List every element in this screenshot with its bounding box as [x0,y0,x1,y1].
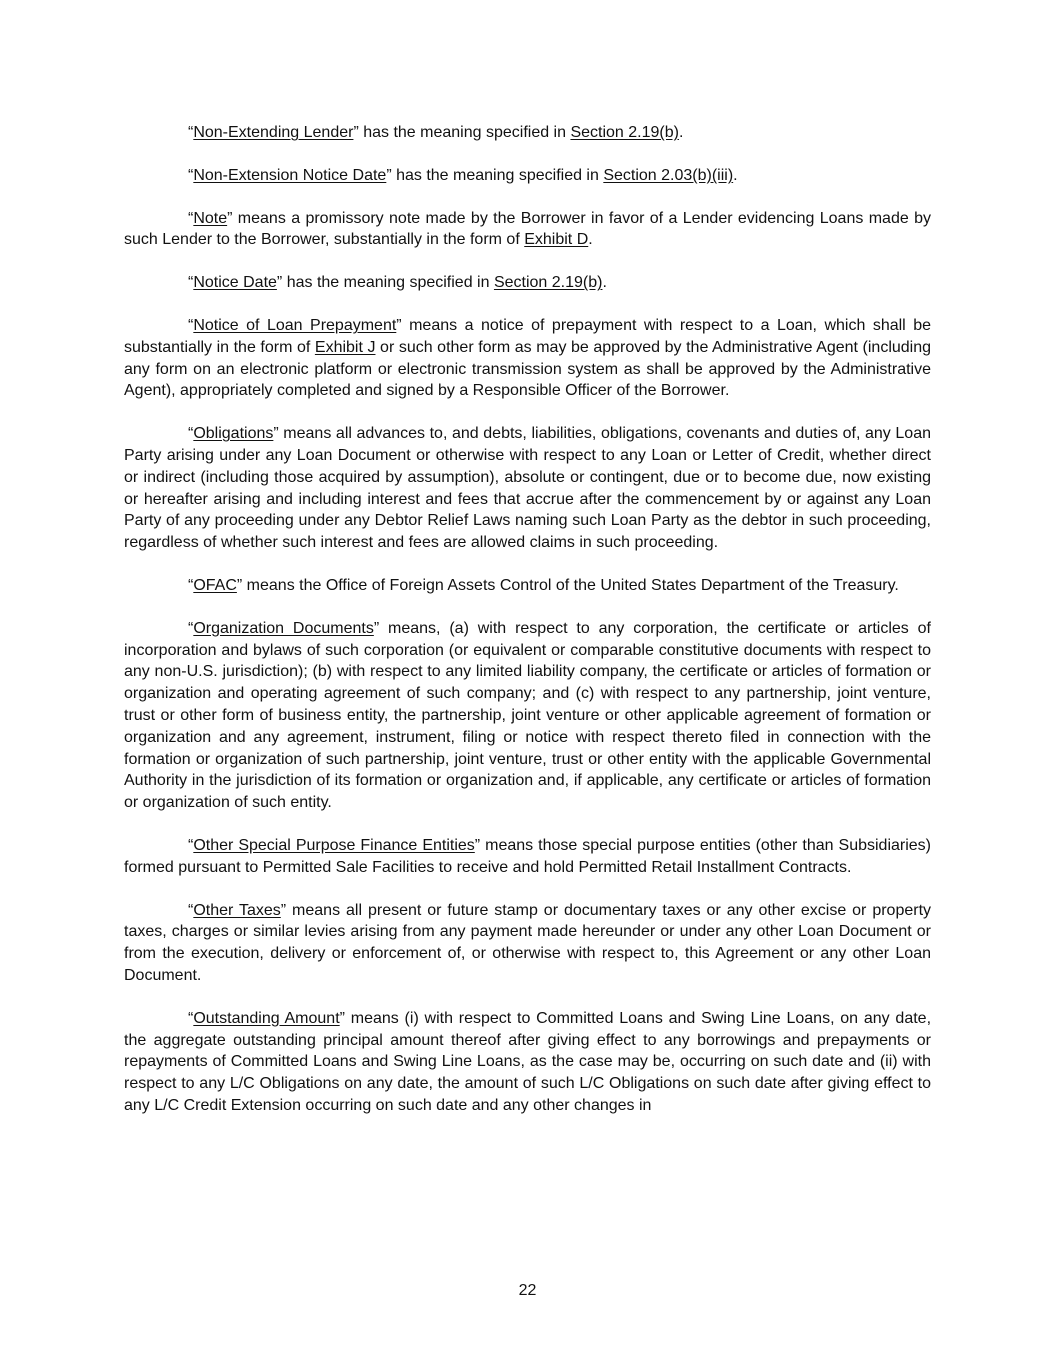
definition-text: means all advances to, and debts, liabilities, obligations, covenants and duties of, any Loan Party arising under any Loan Document or otherwise with respect to any Loan or Letter of Credit, whether direct or indirect (including those acquired by assumption), absolute or contingent, due or to become due, now existing or hereafter arising and including interest and fees that accrue after the commencement by or against any Loan Party of any proceeding under any Debtor Relief Laws naming such Loan Party as the debtor in such proceeding, regardless of whether such interest and fees are allowed claims in such proceeding. [124,425,931,552]
definition-outstanding-amount: “Outstanding Amount” means (i) with respect to Committed Loans and Swing Line Loans, on any date, the aggregate outstanding principal amount thereof after giving effect to any borrowings and prepayments or repayments of Committed Loans and Swing Line Loans, as the case may be, occurring on such date and (ii) with respect to any L/C Obligations on any date, the amount of such L/C Obligations on such date after giving effect to any L/C Credit Extension occurring on such date and any other changes in [124,1009,932,1114]
definition-text: has the meaning specified in [358,124,571,141]
definition-tail: . [733,166,738,184]
document-body [124,122,931,1138]
definition-other-special-purpose-finance-entities: “Other Special Purpose Finance Entities” means those special purpose entities (other than Subsidiaries) formed pursuant to Permitted Sale Facilities to receive and hold Permitted Retail Installment Contracts. [124,836,931,876]
page-number: 22 [518,1282,537,1299]
definition-text: has the meaning specified in [282,274,494,292]
section-reference: Section 2.19(b) [493,274,603,292]
definition-organization-documents: “Organization Documents” means, (a) with respect to any corporation, the certificate or articles of incorporation and bylaws of such corporation (or equivalent or comparable constitutive documents with respect to any non-U.S. jurisdiction); (b) with respect to any limited liability company, the certificate or articles of formation or organization and operating agreement of such company; and (c) with respect to any partnership, joint venture, trust or other form of business entity, the partnership, joint venture or other applicable agreement of formation or organization and any agreement, instrument, filing or notice with respect thereto filed in connection with the formation or organization of such partnership, joint venture, trust or other entity with the applicable Governmental Authority in the jurisdiction of its formation or organization and, if applicable, any certificate or articles of formation or organization of such entity. [124,619,931,812]
defined-term: Non-Extending Lender [193,124,354,141]
definition-text: means all present or future stamp or documentary taxes or any other excise or property taxes, charges or similar levies arising from any payment made hereunder or under any other Loan Document or from the execution, delivery or enforcement of, or otherwise with respect to, this Agreement or any other Loan Document. [124,901,932,984]
definition-text: has the meaning specified in [391,166,604,184]
definition-text: means a notice of prepayment with respect to a Loan, which shall be substantially in the form of [124,316,931,356]
defined-term: Non-Extension Notice Date [193,166,387,184]
definition-text: means, (a) with respect to any corporation, the certificate or articles of incorporation and bylaws of such corporation (or equivalent or comparable constitutive documents with respect to any non-U.S. jurisdiction); (b) with respect to any limited liability company, the certificate or articles of formation or organization and operating agreement of such company; and (c) with respect to any partnership, joint venture, trust or other form of business entity, the partnership, joint venture or other applicable agreement of formation or organization and any agreement, instrument, filing or notice with respect thereto filed in connection with the formation or organization of such partnership, joint venture, trust or other entity with the applicable Governmental Authority in the jurisdiction of its formation or organization and, if applicable, any certificate or articles of formation or organization of such entity. [124,619,931,812]
definition-note: “Note” means a promissory note made by the Borrower in favor of a Lender evidencing Loans made by such Lender to the Borrower, substantially in the form of Exhibit D. [124,209,931,249]
defined-term: Organization Documents [193,619,374,637]
defined-term: Outstanding Amount [193,1009,340,1027]
defined-term: Obligations [193,425,274,443]
defined-term: Note [193,209,228,227]
defined-term: Notice Date [193,274,277,292]
section-reference: Section 2.19(b) [570,124,679,141]
defined-term: OFAC [193,576,237,594]
definition-other-taxes: “Other Taxes” means all present or future stamp or documentary taxes or any other excise or property taxes, charges or similar levies arising from any payment made hereunder or under any other Loan Document or from the execution, delivery or enforcement of, or otherwise with respect to, this Agreement or any other Loan Document. [124,901,932,984]
defined-term: Other Taxes [193,901,281,919]
definition-tail: . [588,231,593,249]
section-reference: Section 2.03(b)(iii) [603,166,734,184]
definition-notice-date: “Notice Date” has the meaning specified in Section 2.19(b). [188,274,607,292]
definition-non-extension-notice-date: “Non-Extension Notice Date” has the meaning specified in Section 2.03(b)(iii). [188,166,738,184]
definition-text: means those special purpose entities (other than Subsidiaries) formed pursuant to Permitted Sale Facilities to receive and hold Permitted Retail Installment Contracts. [124,836,931,876]
definition-ofac: “OFAC” means the Office of Foreign Assets Control of the United States Department of the Treasury. [188,576,899,594]
definition-text: means the Office of Foreign Assets Control of the United States Department of the Treasury. [242,576,899,594]
definition-notice-of-loan-prepayment: “Notice of Loan Prepayment” means a notice of prepayment with respect to a Loan, which shall be substantially in the form of Exhibit J or such other form as may be approved by the Administrative Agent (including any form on an electronic platform or electronic transmission system as shall be approved by the Administrative Agent), appropriately completed and signed by a Responsible Officer of the Borrower. [124,316,932,400]
definition-tail: or such other form as may be approved by the Administrative Agent (including any form on an electronic platform or electronic transmission system as shall be approved by the Administrative Agent), appropriately completed and signed by a Responsible Officer of the Borrower. [124,338,932,400]
exhibit-reference: Exhibit D [524,231,589,249]
defined-term: Other Special Purpose Finance Entities [193,836,475,854]
definition-tail: . [602,274,607,292]
definition-non-extending-lender: “Non-Extending Lender” has the meaning specified in Section 2.19(b). [188,124,684,141]
exhibit-reference: Exhibit J [314,338,376,356]
definition-text: means (i) with respect to Committed Loans and Swing Line Loans, on any date, the aggregate outstanding principal amount thereof after giving effect to any borrowings and prepayments or repayments of Committed Loans and Swing Line Loans, as the case may be, occurring on such date and (ii) with respect to any L/C Obligations on any date, the amount of such L/C Obligations on such date after giving effect to any L/C Credit Extension occurring on such date and any other changes in [124,1009,932,1114]
definition-tail: . [678,124,684,141]
defined-term: Notice of Loan Prepayment [193,316,397,334]
definition-obligations: “Obligations” means all advances to, and debts, liabilities, obligations, covenants and duties of, any Loan Party arising under any Loan Document or otherwise with respect to any Loan or Letter of Credit, whether direct or indirect (including those acquired by assumption), absolute or contingent, due or to become due, now existing or hereafter arising and including interest and fees that accrue after the commencement by or against any Loan Party of any proceeding under any Debtor Relief Laws naming such Loan Party as the debtor in such proceeding, regardless of whether such interest and fees are allowed claims in such proceeding. [124,425,931,552]
definition-text: means a promissory note made by the Borrower in favor of a Lender evidencing Loans made by such Lender to the Borrower, substantially in the form of [124,209,931,249]
